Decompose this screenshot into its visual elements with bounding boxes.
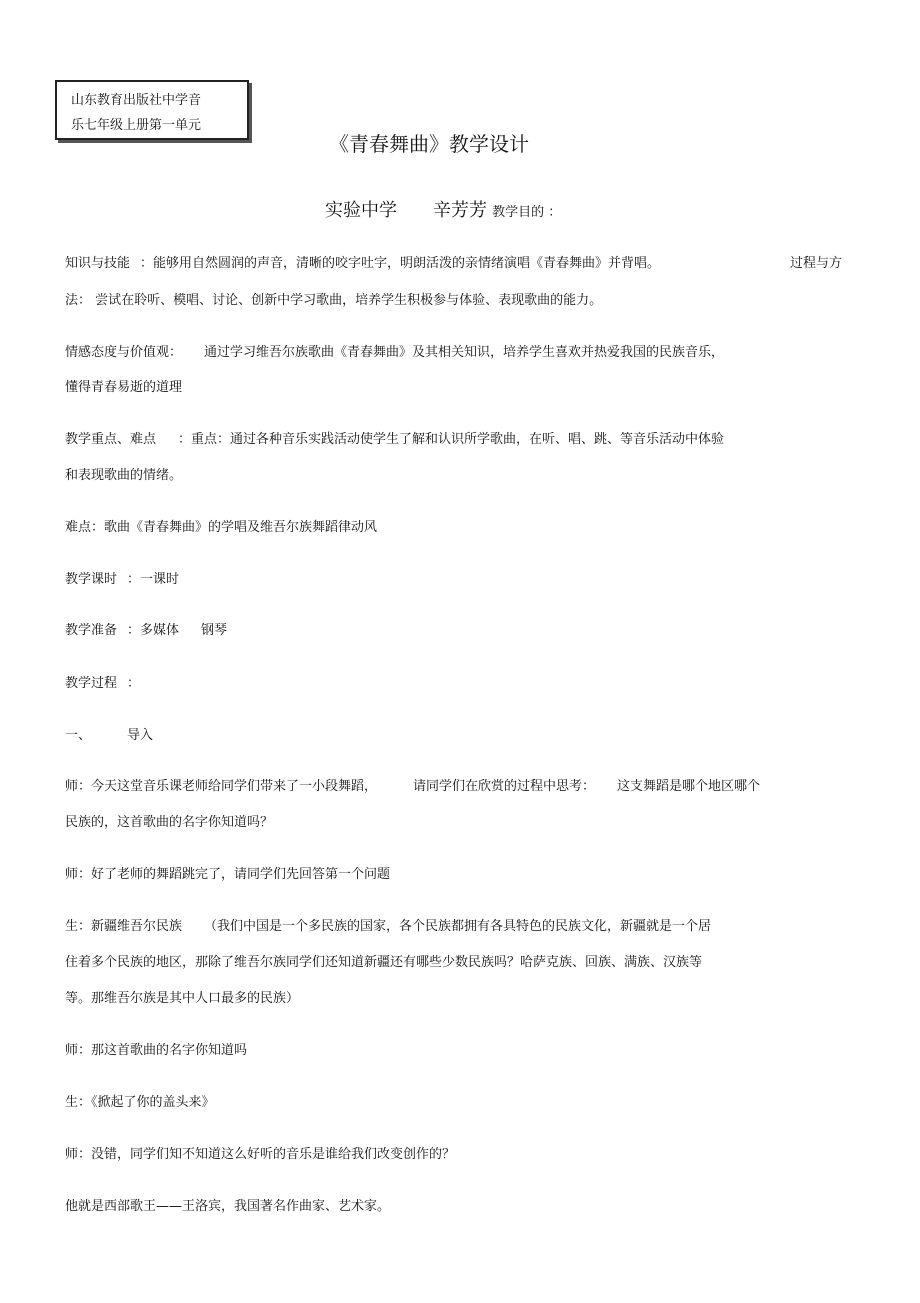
author-name: 辛芳芳 (433, 200, 487, 221)
teacher-line-4: 师：没错，同学们知不知道这么好听的音乐是谁给我们改变创作的？ (65, 1147, 456, 1162)
lesson-time-text: ：一课时 (127, 572, 180, 587)
process-label-part1: 过程与方 (790, 256, 843, 271)
textbook-info-line-1: 山东教育出版社中学音 (71, 93, 202, 108)
author-school: 实验中学 (325, 200, 397, 221)
knowledge-paragraph (65, 254, 660, 274)
teacher-line-2: 师：好了老师的舞蹈跳完了，请同学们先回答第一个问题 (65, 867, 391, 882)
key-points-text: ：重点：通过各种音乐实践活动使学生了解和认识所学歌曲，在听、唱、跳、等音乐活动中体验 (178, 432, 725, 447)
emotion-label: 情感态度与价值观： (65, 345, 183, 360)
teacher-line-1-part-c: 这支舞蹈是哪个地区哪个 (617, 779, 761, 794)
teacher-line-3: 师：那这首歌曲的名字你知道吗 (65, 1043, 248, 1058)
student-line-1 (65, 917, 711, 937)
process-heading-colon: ： (127, 676, 141, 691)
preparation-item2: 钢琴 (201, 623, 228, 638)
key-points-paragraph (65, 430, 724, 450)
process-text: 尝试在聆听、模唱、讨论、创新中学习歌曲，培养学生积极参与体验、表现歌曲的能力。 (95, 293, 603, 308)
student-line-1-continued: 住着多个民族的地区，那除了维吾尔族同学们还知道新疆还有哪些少数民族吗？哈萨克族、回族、满族、汉族等 (65, 955, 703, 970)
emotion-text: 通过学习维吾尔族歌曲《青春舞曲》及其相关知识，培养学生喜欢并热爱我国的民族音乐， (204, 345, 725, 360)
teacher-line-5: 他就是西部歌王——王洛宾，我国著名作曲家、艺术家。 (65, 1199, 391, 1214)
teacher-line-1-part-b: 请同学们在欣赏的过程中思考： (413, 779, 596, 794)
student-line-1-part-a: 生：新疆维吾尔民族 (65, 919, 183, 934)
process-heading (65, 674, 140, 694)
knowledge-text: ：能够用自然圆润的声音，清晰的咬字吐字，明朗活泼的亲情绪演唱《青春舞曲》并背唱。 (140, 256, 661, 271)
section-1-title: 导入 (127, 728, 154, 743)
author-line (325, 197, 561, 227)
preparation-label: 教学准备 (65, 623, 118, 638)
lesson-time-paragraph (65, 570, 179, 590)
section-1-heading (65, 726, 153, 746)
process-heading-label: 教学过程 (65, 676, 118, 691)
teacher-line-1-continued: 民族的，这首歌曲的名字你知道吗？ (65, 815, 274, 830)
difficulty-paragraph: 难点：歌曲《青春舞曲》的学唱及维吾尔族舞蹈律动风 (65, 520, 378, 535)
section-1-number: 一、 (65, 728, 92, 743)
key-points-label: 教学重点、难点 (65, 432, 157, 447)
student-line-1-end: 等。那维吾尔族是其中人口最多的民族） (65, 991, 300, 1006)
student-line-1-part-b: （我们中国是一个多民族的国家，各个民族都拥有各具特色的民族文化，新疆就是一个居 (204, 919, 712, 934)
teacher-line-1-part-a: 师：今天这堂音乐课老师给同学们带来了一小段舞蹈， (65, 779, 378, 794)
process-paragraph (65, 291, 602, 311)
teacher-line-1 (65, 777, 760, 797)
document-title: 《青春舞曲》教学设计 (329, 132, 529, 156)
key-points-text-continued: 和表现歌曲的情绪。 (65, 468, 183, 483)
emotion-text-continued: 懂得青春易逝的道理 (65, 380, 183, 395)
preparation-text: ：多媒体 (127, 623, 180, 638)
emotion-paragraph (65, 343, 724, 363)
knowledge-label: 知识与技能 (65, 256, 131, 271)
objectives-heading: 教学目的 ： (492, 205, 562, 220)
process-label-part2: 法： (65, 293, 92, 308)
textbook-info-line-2: 乐七年级上册第一单元 (71, 118, 202, 133)
preparation-paragraph (65, 621, 227, 641)
student-line-2: 生：《掀起了你的盖头来》 (65, 1095, 215, 1110)
lesson-time-label: 教学课时 (65, 572, 118, 587)
